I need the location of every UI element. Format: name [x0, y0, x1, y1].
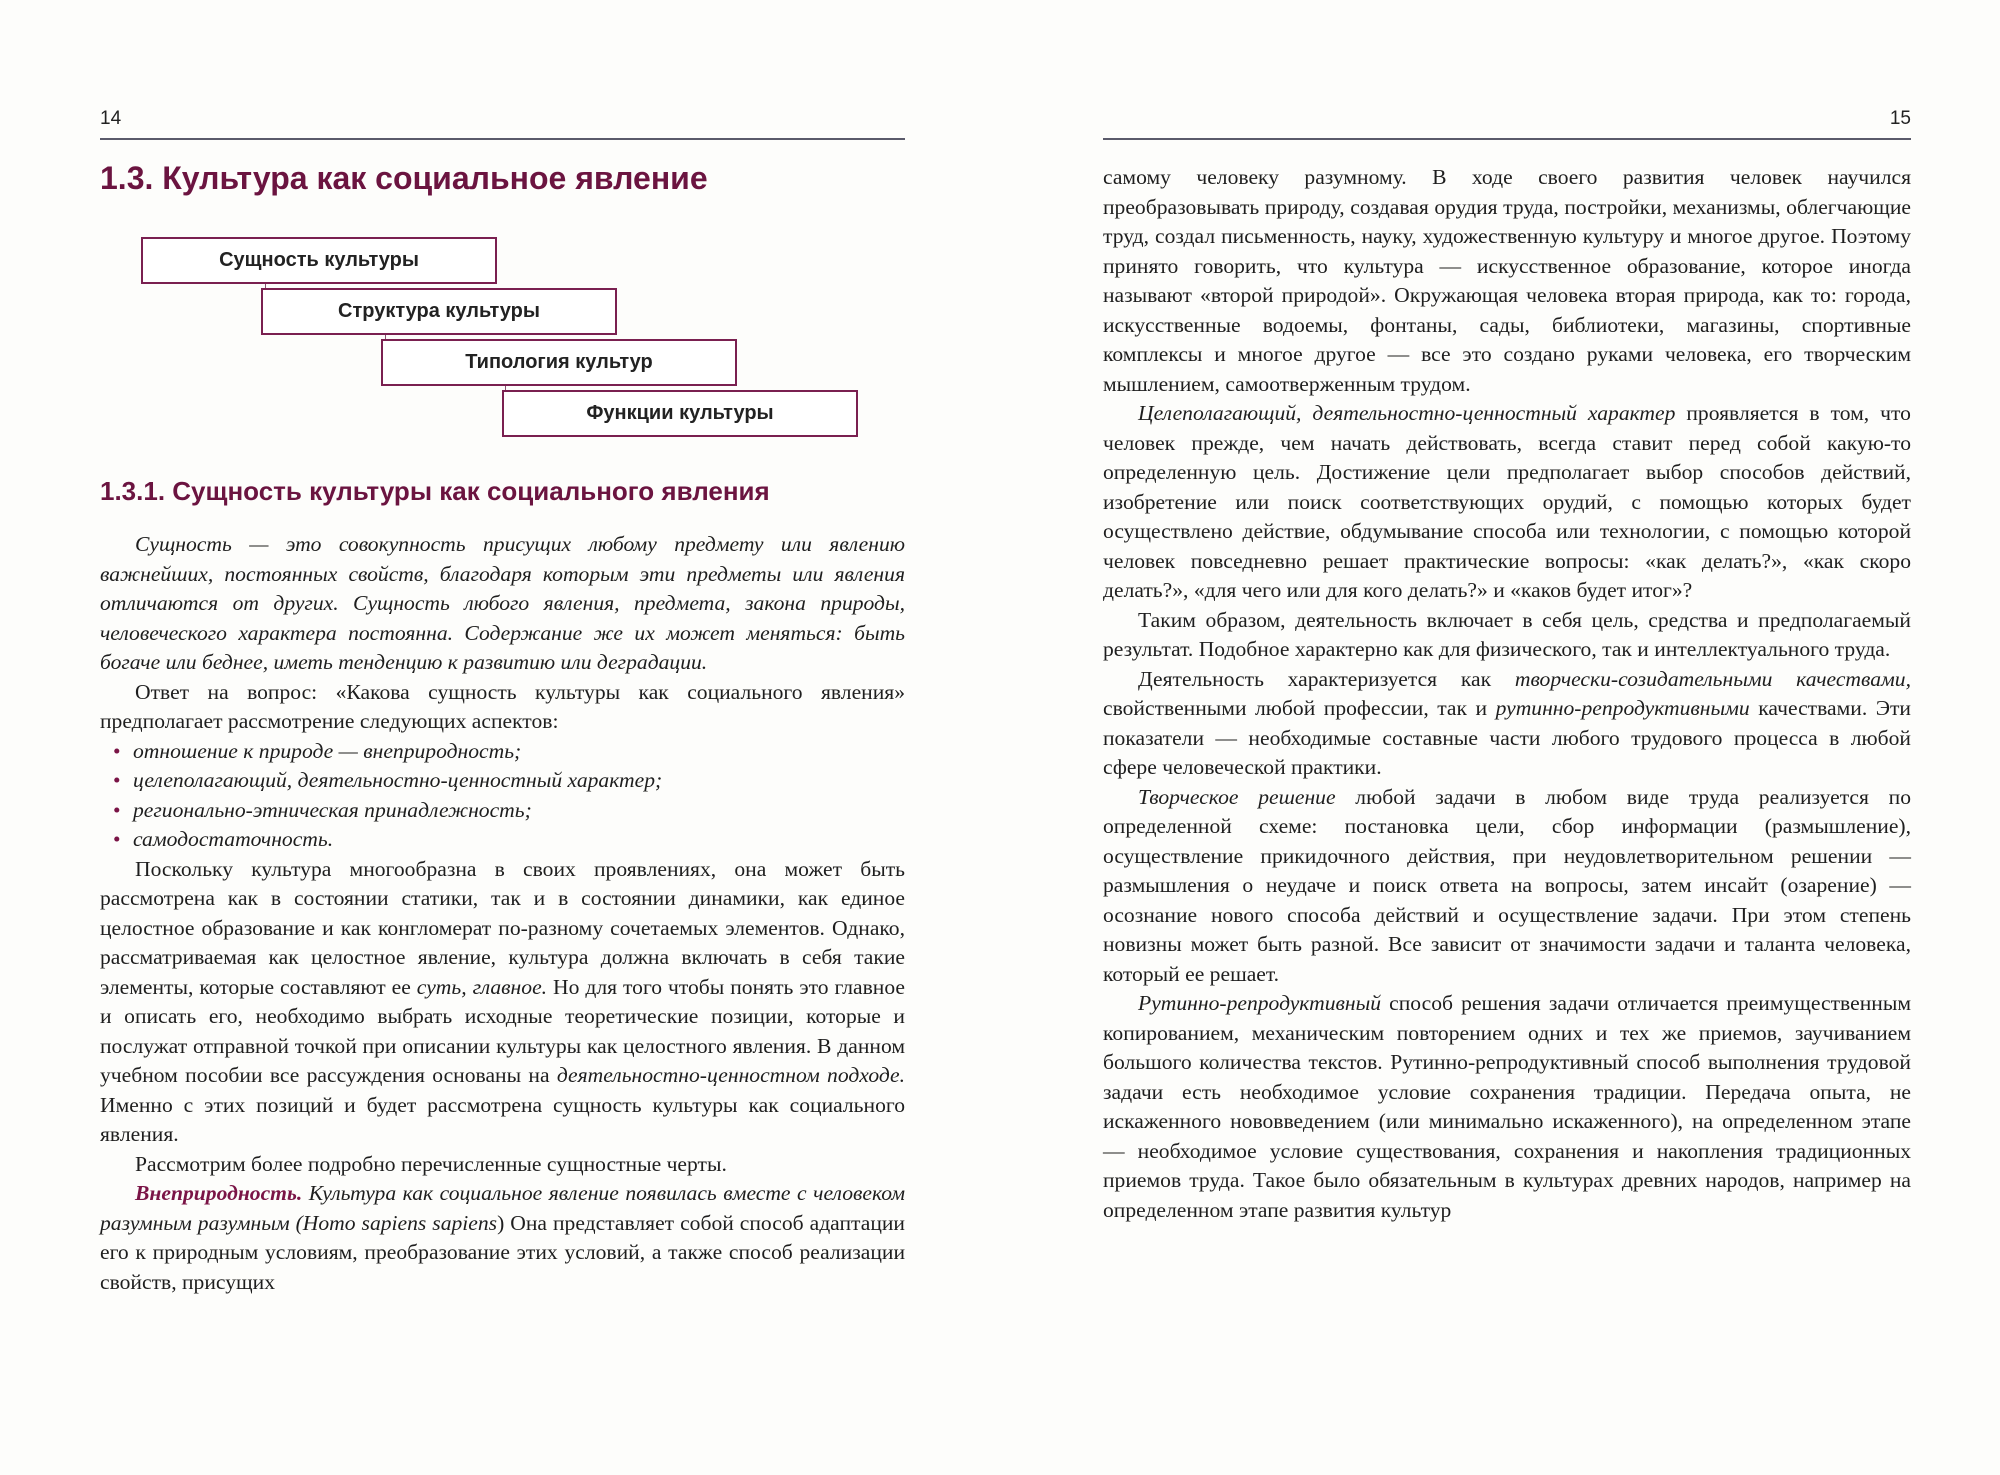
qualities-paragraph: Деятельность характеризуется как творчески-созидательными качествами, свойственными любой профессии, так и рутинно-репродуктивными качествами. Эти показатели — необходимые составные части любого трудового процесса в любой сфере человеческой практики.: [1103, 666, 1911, 779]
subsection-title: 1.3.1. Сущность культуры как социального явления: [100, 476, 770, 506]
page-number-left: 14: [100, 108, 122, 129]
structure-diagram: [100, 0, 905, 470]
left-body-text: [100, 530, 905, 1297]
aspects-list: [100, 737, 905, 855]
vnepriroda-paragraph: Внеприродность. Культура как социальное явление появилась вместе с человеком разумным разумным (Homo sapiens sapiens) Она представляет собой способ адаптации его к природным условиям, преобразование этих условий, а также способ реализации свойств, присущих: [100, 1181, 905, 1294]
activity-paragraph: Таким образом, деятельность включает в себя цель, средства и предполагаемый результат. Подобное характерно как для физического, так и интеллектуального труда.: [1103, 607, 1911, 661]
right-page: [1103, 0, 1911, 1475]
culture-diversity-paragraph: Поскольку культура многообразна в своих проявлениях, она может быть рассмотрена как в состоянии статики, так и в состоянии динамики, как единое целостное образование и как конгломерат по-разному сочетаемых элементов. Однако, рассматриваемая как целостное явление, культура должна включать в себя такие элементы, которые составляют ее суть, главное. Но для того чтобы понять это главное и описать его, необходимо выбрать исходные теоретические позиции, которые и послужат отправной точкой при описании культуры как целостного явления. В данном учебном пособии все рассуждения основаны на деятельностно-ценностном подходе. Именно с этих позиций и будет рассмотрена сущность культуры как социального явления.: [100, 856, 905, 1146]
diagram-box-structure: Структура культуры: [261, 288, 617, 335]
goal-paragraph: Целеполагающий, деятельностно-ценностный характер проявляется в том, что человек прежде, чем начать действовать, всегда ставит перед собой какую-то определенную цель. Достижение цели предполагает выбор способов действий, изобретение или поиск соответствующих орудий, с помощью которых будет осуществлено действие, обдумывание способа или технологии, с помощью которой человек повседневно решает практические вопросы: «как делать?», «как скоро делать?», «для чего или для кого делать?» и «каков будет итог»?: [1103, 401, 1911, 602]
diagram-box-typology: Типология культур: [381, 339, 737, 386]
list-item: • регионально-этническая принадлежность;: [133, 796, 905, 826]
list-item: • отношение к природе — внеприродность;: [133, 737, 905, 767]
page-number-right: 15: [1889, 108, 1911, 129]
creative-solution-paragraph: Творческое решение любой задачи в любом виде труда реализуется по определенной схеме: постановка цели, сбор информации (размышление), осуществление прикидочного действия, при неудовлетворительном решении — размышления о неудаче и поиск ответа на вопросы, затем инсайт (озарение) — осознание нового способа действий и осуществление задачи. При этом степень новизны может быть разной. Все зависит от значимости задачи и таланта человека, который ее решает.: [1103, 784, 1912, 986]
left-page: [100, 0, 905, 1475]
routine-paragraph: Рутинно-репродуктивный способ решения задачи отличается преимущественным копированием, механическим повторением одних и тех же приемов, заучиванием большого количества текстов. Рутинно-репродуктивный способ выполнения трудовой задачи есть необходимое условие сохранения традиции. Передача опыта, не искаженного нововведением (или минимально искаженного), на определенном этапе — необходимое условие существования, сохранения и накопления традиционных приемов труда. Такое было обязательным в культурах древних народов, например на определенном этапе развития культур: [1103, 991, 1911, 1222]
diagram-box-functions: Функции культуры: [502, 390, 858, 437]
list-item: • целеполагающий, деятельностно-ценностный характер;: [133, 766, 905, 796]
list-item: • самодостаточность.: [133, 825, 905, 855]
consider-paragraph: Рассмотрим более подробно перечисленные сущностные черты.: [135, 1151, 727, 1176]
section-title: 1.3. Культура как социальное явление: [100, 160, 708, 196]
right-body-text: [1103, 163, 1911, 1225]
question-paragraph: Ответ на вопрос: «Какова сущность культуры как социального явления» предполагает рассмотрение следующих аспектов:: [100, 679, 905, 733]
header-rule-right: [1103, 138, 1911, 140]
definition-paragraph: Сущность — это совокупность присущих любому предмету или явлению важнейших, постоянных свойств, благодаря которым эти предметы или явления отличаются от других. Сущность любого явления, предмета, закона природы, человеческого характера постоянна. Содержание же их может меняться: быть богаче или беднее, иметь тенденцию к развитию или деградации.: [100, 532, 905, 674]
continuation-paragraph: самому человеку разумному. В ходе своего развития человек научился преобразовывать природу, создавая орудия труда, постройки, механизмы, облегчающие труд, создал письменность, науку, художественную культуру и многое другое. Поэтому принято говорить, что культура — искусственное образование, которое иногда называют «второй природой». Окружающая человека вторая природа, как то: города, искусственные водоемы, фонтаны, сады, библиотеки, магазины, спортивные комплексы и многое другое — все это создано руками человека, его творческим мышлением, самоотверженным трудом.: [1103, 165, 1911, 396]
diagram-box-essence: Сущность культуры: [141, 237, 497, 284]
